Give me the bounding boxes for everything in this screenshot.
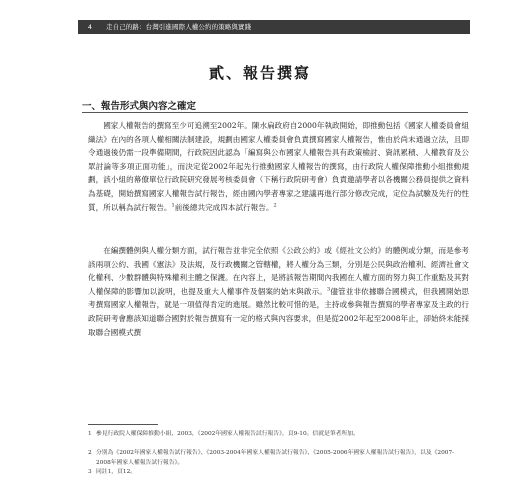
footnote-number: 2 (88, 450, 92, 456)
footnote-text: 分別為《2002年國家人權報告試行報告》、《2003-2004年國家人權報告試行報告》、《2005-2006年國家人權報告試行報告》，以及《2007-2008年國家人權報告試行報告》。 (96, 450, 455, 466)
chapter-title: 貳、報告撰寫 (208, 64, 311, 82)
text-run: 儘管並非依據聯合國模式，但我國開始思考撰寫國家人權報告，就是一項值得肯定的進展。雖然比較可惜的是，主持或參與報告撰寫的學者專家及主政的行政院研考會應該知道聯合國對於報告撰寫有一定的格式與內容要求，但是從2002年起至2008年止，卻始終未能採取聯合國模式撰 (88, 286, 470, 337)
text-run: 前後總共完成四本試行報告。 (174, 202, 274, 212)
section-title: 一、報告形式與內容之確定 (82, 101, 197, 112)
text-run: 國家人權報告的撰寫至少可追溯至2002年。陳水扁政府自2000年執政開始，即推動包括《國家人權委員會組織法》在內的各項人權相關法制建設，規劃由國家人權委員會負責撰寫國家人權報告，惟由於尚未通過立法，且即令通過後仍需一段準備期間，行政院因此認為「編寫與公布國家人權報告具有政策檢討、資訊累積、人權教育及公眾討論等多項正面功能」，而決定從2002年起先行推動國家人權報告的撰寫，由行政院人權保障推動小組推動規劃，該小組的幕僚單位行政院研究發展考核委員會（下稱行政院研考會）負責邀請學者以各機關公務員提供之資料為基礎，開始撰寫國家人權報告試行報告，經由國內學者專家之建議再進行部分修改完成，定位為試驗及先行的性質，所以稱為試行報告。 (88, 121, 469, 212)
running-title: 走自己的路：台灣引進國際人權公約的策略與實踐 (106, 23, 252, 31)
footnote-divider (88, 424, 158, 425)
footnote-text: 同註1，頁12。 (96, 469, 137, 475)
running-header (78, 20, 470, 34)
footnote (88, 449, 468, 468)
page-number: 4 (87, 23, 93, 31)
footnote-ref[interactable]: 3 (327, 286, 331, 293)
section-divider (82, 112, 468, 113)
paragraph-text (88, 244, 469, 339)
footnote (88, 468, 468, 478)
body-paragraph-1 (88, 119, 469, 214)
text-run: 在編撰體例與人權分類方面，試行報告並非完全依照《公政公約》或《經社文公約》的體例或分類，而是參考該兩項公約、我國《憲法》及法規，及行政機關之管轄權，將人權分為三類，分別是公民與政治權利、經濟社會文化權利、少數群體與特殊權利主體之保護。在內容上，是將該報告期間內我國在人權方面的努力與工作重點及其對人權保障的影響加以說明，也提及重大人權事件及個案的始末與啟示。 (88, 246, 469, 296)
footnote-ref[interactable]: 1 (171, 202, 175, 209)
footnote-number: 1 (88, 431, 92, 437)
footnote-text: 參見行政院人權保障推動小組，2003，《2002年國家人權報告試行報告》，頁9-10。信就是筆者所加。 (96, 431, 359, 437)
footnote-number: 3 (88, 469, 92, 475)
footnote-ref[interactable]: 2 (273, 202, 277, 209)
footnote (88, 430, 468, 440)
body-paragraph-2 (88, 244, 469, 339)
paragraph-text (88, 119, 469, 214)
